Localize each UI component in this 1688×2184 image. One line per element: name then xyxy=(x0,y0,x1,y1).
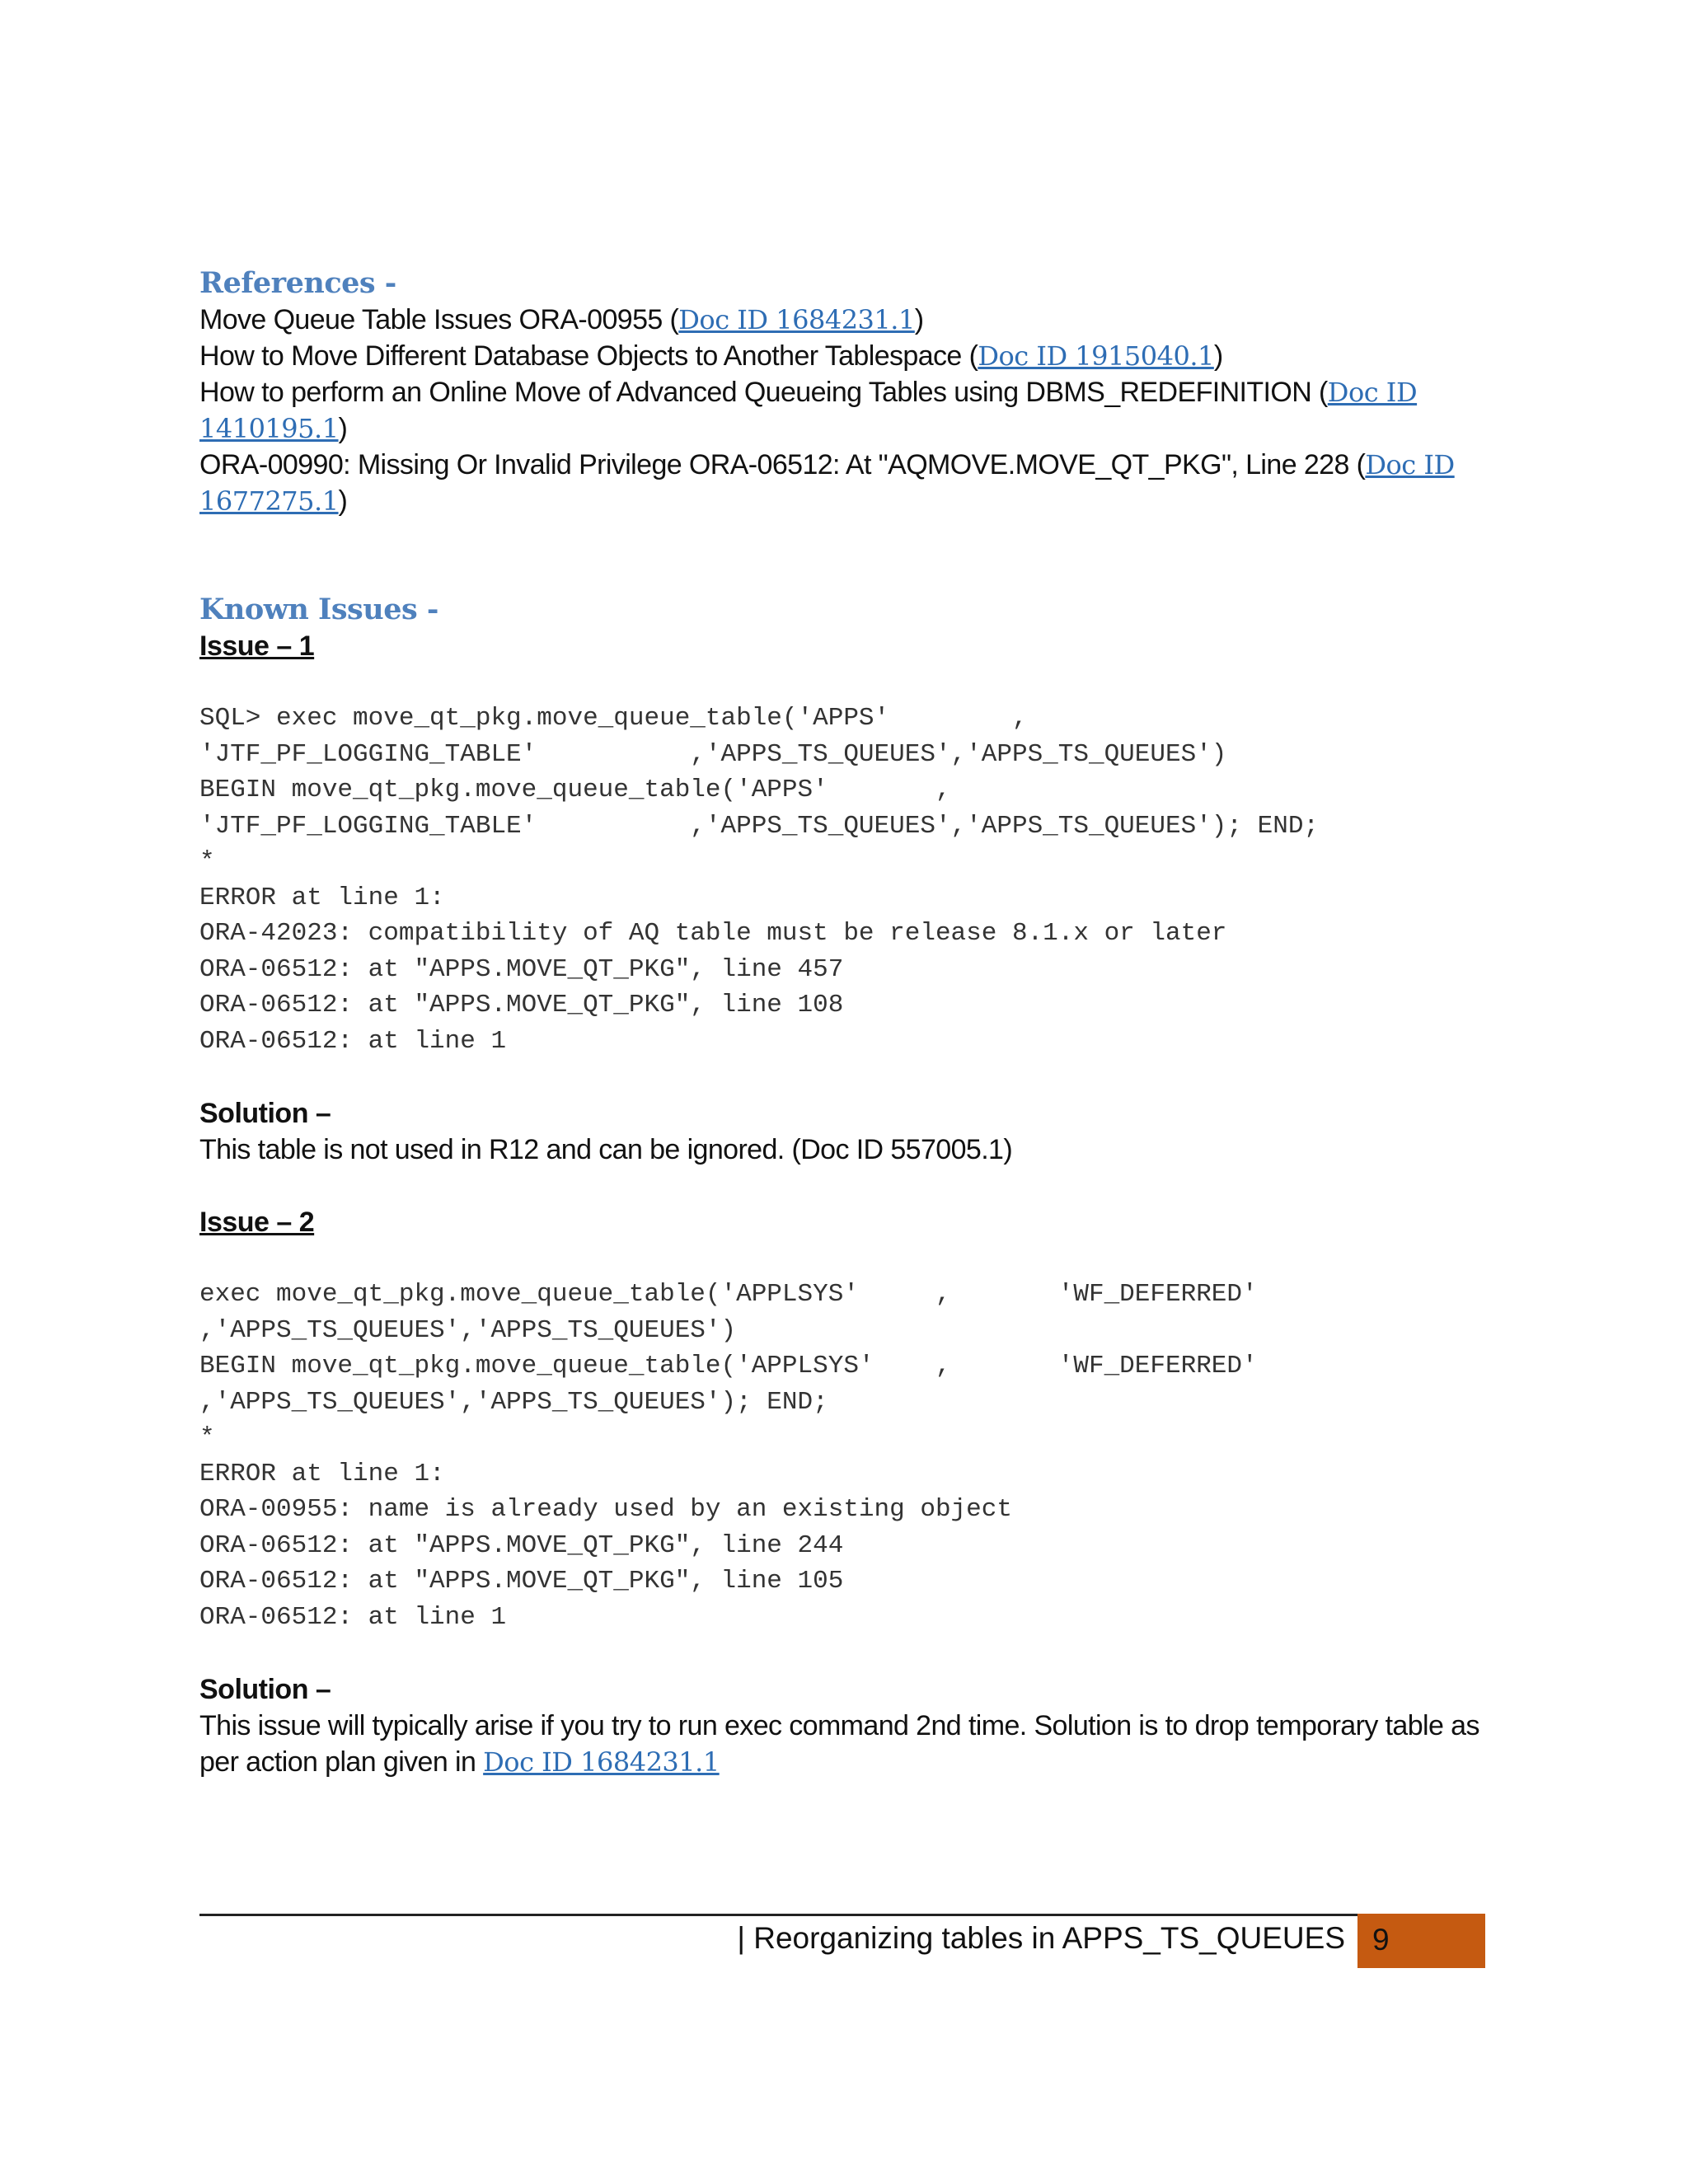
reference-text: ORA-00990: Missing Or Invalid Privilege ORA-06512: At "AQMOVE.MOVE_QT_PKG", Line 228 ( xyxy=(199,449,1366,480)
issue-2-solution-title: Solution – xyxy=(199,1674,331,1705)
spacer xyxy=(199,1240,1485,1277)
spacer xyxy=(199,664,1485,701)
spacer xyxy=(199,1635,1485,1671)
spacer xyxy=(199,1168,1485,1204)
reference-close: ) xyxy=(338,485,348,517)
document-page xyxy=(199,265,1485,1780)
references-heading: References - xyxy=(199,266,396,300)
solution-text: This issue will typically arise if you try to run exec command 2nd time. Solution is to drop temporary table as per action plan given in xyxy=(199,1710,1479,1778)
page-number-box xyxy=(1357,1914,1485,1968)
doc-link[interactable]: Doc ID 1410195.1 xyxy=(199,377,1418,444)
reference-text: Move Queue Table Issues ORA-00955 ( xyxy=(199,304,679,335)
doc-link[interactable]: Doc ID 1915040.1 xyxy=(978,340,1214,372)
footer-rule xyxy=(199,1914,1485,1916)
reference-close: ) xyxy=(338,413,348,444)
issue-1-title: Issue – 1 xyxy=(199,630,315,662)
reference-close: ) xyxy=(914,304,924,335)
reference-text: How to perform an Online Move of Advanced Queueing Tables using DBMS_REDEFINITION ( xyxy=(199,377,1328,408)
reference-item xyxy=(199,302,1485,338)
issue-2-code-block: exec move_qt_pkg.move_queue_table('APPLSYS' , 'WF_DEFERRED' ,'APPS_TS_QUEUES','APPS_TS_QUEUES') BEGIN move_qt_pkg.move_queue_table('APPLSYS' , 'WF_DEFERRED' ,'APPS_TS_QUEUES','APPS_TS_QUEUES'); END; * ERROR at line 1: ORA-00955: name is already used by an existing object ORA-06512: at "APPS.MOVE_QT_PKG", line 244 ORA-06512: at "APPS.MOVE_QT_PKG", line 105 ORA-06512: at line 1 xyxy=(199,1280,1258,1632)
known-issues-heading: Known Issues - xyxy=(199,593,438,626)
doc-link[interactable]: Doc ID 1677275.1 xyxy=(199,449,1455,517)
doc-link[interactable]: Doc ID 1684231.1 xyxy=(678,304,915,335)
page-number: 9 xyxy=(1372,1923,1390,1957)
reference-item xyxy=(199,338,1485,374)
issue-2-solution-text xyxy=(199,1708,1485,1780)
references-list xyxy=(199,302,1485,519)
issue-1-solution-title: Solution – xyxy=(199,1098,331,1129)
footer-title: | Reorganizing tables in APPS_TS_QUEUES xyxy=(737,1921,1345,1955)
reference-close: ) xyxy=(1213,340,1223,372)
doc-link[interactable]: Doc ID 1684231.1 xyxy=(483,1746,720,1778)
page-footer xyxy=(199,1914,1485,1963)
spacer xyxy=(199,1059,1485,1095)
reference-item xyxy=(199,374,1485,447)
issue-1-code-block: SQL> exec move_qt_pkg.move_queue_table('APPS' , 'JTF_PF_LOGGING_TABLE' ,'APPS_TS_QUEUES','APPS_TS_QUEUES') BEGIN move_qt_pkg.move_queue_table('APPS' , 'JTF_PF_LOGGING_TABLE' ,'APPS_TS_QUEUES','APPS_TS_QUEUES'); END; * ERROR at line 1: ORA-42023: compatibility of AQ table must be release 8.1.x or later ORA-06512: at "APPS.MOVE_QT_PKG", line 457 ORA-06512: at "APPS.MOVE_QT_PKG", line 108 ORA-06512: at line 1 xyxy=(199,704,1320,1056)
reference-item xyxy=(199,447,1485,519)
solution-text: This table is not used in R12 and can be ignored. (Doc ID 557005.1) xyxy=(199,1134,1013,1165)
reference-text: How to Move Different Database Objects to Another Tablespace ( xyxy=(199,340,978,372)
issue-2-title: Issue – 2 xyxy=(199,1207,315,1238)
issue-1-solution-text xyxy=(199,1132,1485,1168)
spacer xyxy=(199,519,1485,592)
